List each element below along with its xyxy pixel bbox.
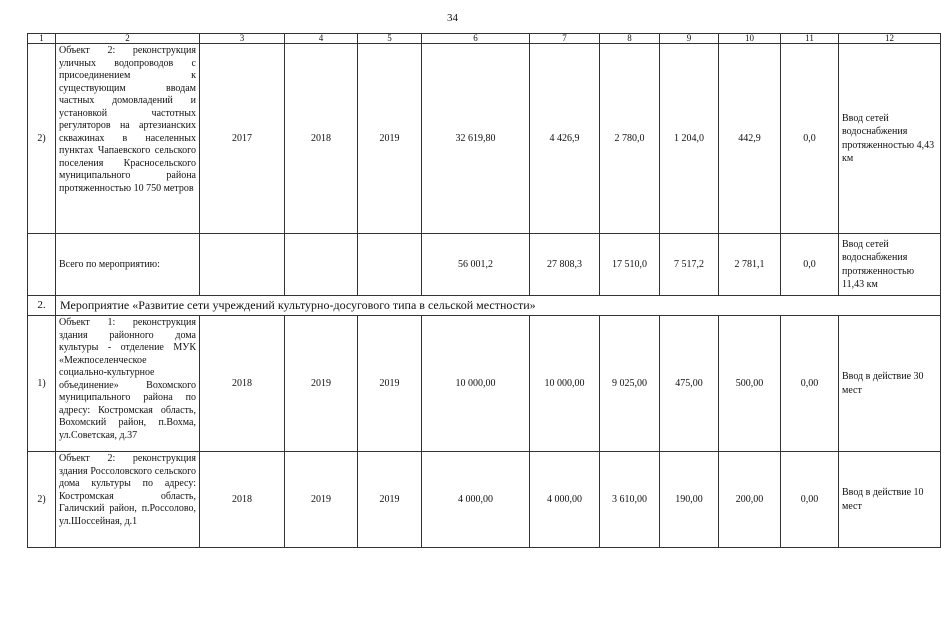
column-number: 3 [200, 34, 285, 44]
amount: 4 000,00 [530, 452, 600, 548]
result: Ввод сетей водоснабжения протяженностью 11,43 км [839, 234, 941, 296]
table-row [28, 44, 941, 234]
total-row [28, 234, 941, 296]
regional-amount: 1 204,0 [660, 44, 719, 234]
column-number: 1 [28, 34, 56, 44]
federal-amount: 17 510,0 [600, 234, 660, 296]
start-year: 2017 [200, 44, 285, 234]
row-number: 2) [28, 44, 56, 234]
amount: 27 808,3 [530, 234, 600, 296]
table-row [28, 316, 941, 452]
local-amount: 500,00 [719, 316, 781, 452]
column-number: 8 [600, 34, 660, 44]
federal-amount: 9 025,00 [600, 316, 660, 452]
amount: 4 426,9 [530, 44, 600, 234]
budget-table [27, 33, 941, 548]
result: Ввод сетей водоснабжения протяженностью 4,43 км [839, 44, 941, 234]
local-amount: 442,9 [719, 44, 781, 234]
result: Ввод в действие 10 мест [839, 452, 941, 548]
section-row [28, 296, 941, 316]
column-number: 5 [358, 34, 422, 44]
column-number: 7 [530, 34, 600, 44]
end-year: 2019 [358, 316, 422, 452]
mid-year: 2019 [285, 316, 358, 452]
section-number: 2. [28, 296, 56, 316]
end-year: 2019 [358, 452, 422, 548]
amount: 10 000,00 [530, 316, 600, 452]
object-description: Объект 1: реконструкция здания районного дома культуры - отделение МУК «Межпоселенческое социально-культурное объединение» Вохомского муниципального района по адресу: Костромская область, Вохомский район, п.Вохма, ул.Советская, д.37 [56, 316, 200, 452]
section-title: Мероприятие «Развитие сети учреждений культурно-досугового типа в сельской местности» [56, 296, 941, 316]
federal-amount: 2 780,0 [600, 44, 660, 234]
federal-amount: 3 610,00 [600, 452, 660, 548]
other-amount: 0,00 [781, 316, 839, 452]
row-number [28, 234, 56, 296]
column-number: 12 [839, 34, 941, 44]
end-year: 2019 [358, 44, 422, 234]
total-cost: 4 000,00 [422, 452, 530, 548]
page-number: 34 [447, 12, 458, 24]
total-cost: 56 001,2 [422, 234, 530, 296]
object-description: Объект 2: реконструкция здания Россоловского сельского дома культуры по адресу: Костромская область, Галичский район, п.Россолово, ул.Шоссейная, д.1 [56, 452, 200, 548]
other-amount: 0,0 [781, 234, 839, 296]
column-number: 11 [781, 34, 839, 44]
column-number: 9 [660, 34, 719, 44]
column-number: 10 [719, 34, 781, 44]
local-amount: 200,00 [719, 452, 781, 548]
column-number-row [28, 34, 941, 44]
other-amount: 0,0 [781, 44, 839, 234]
regional-amount: 475,00 [660, 316, 719, 452]
total-cost: 10 000,00 [422, 316, 530, 452]
column-number: 2 [56, 34, 200, 44]
result: Ввод в действие 30 мест [839, 316, 941, 452]
table-row [28, 452, 941, 548]
start-year: 2018 [200, 316, 285, 452]
regional-amount: 7 517,2 [660, 234, 719, 296]
column-number: 4 [285, 34, 358, 44]
total-label: Всего по мероприятию: [56, 234, 200, 296]
row-number: 2) [28, 452, 56, 548]
other-amount: 0,00 [781, 452, 839, 548]
object-description: Объект 2: реконструкция уличных водопроводов с присоединением к существующим вводам частных домовладений и установкой частотных регуляторов на артезианских скважинах в населенных пунктах Чапаевского сельского поселения Красносельского муниципального района протяженностью 10 750 метров [56, 44, 200, 234]
mid-year: 2019 [285, 452, 358, 548]
start-year: 2018 [200, 452, 285, 548]
mid-year: 2018 [285, 44, 358, 234]
column-number: 6 [422, 34, 530, 44]
local-amount: 2 781,1 [719, 234, 781, 296]
row-number: 1) [28, 316, 56, 452]
regional-amount: 190,00 [660, 452, 719, 548]
total-cost: 32 619,80 [422, 44, 530, 234]
